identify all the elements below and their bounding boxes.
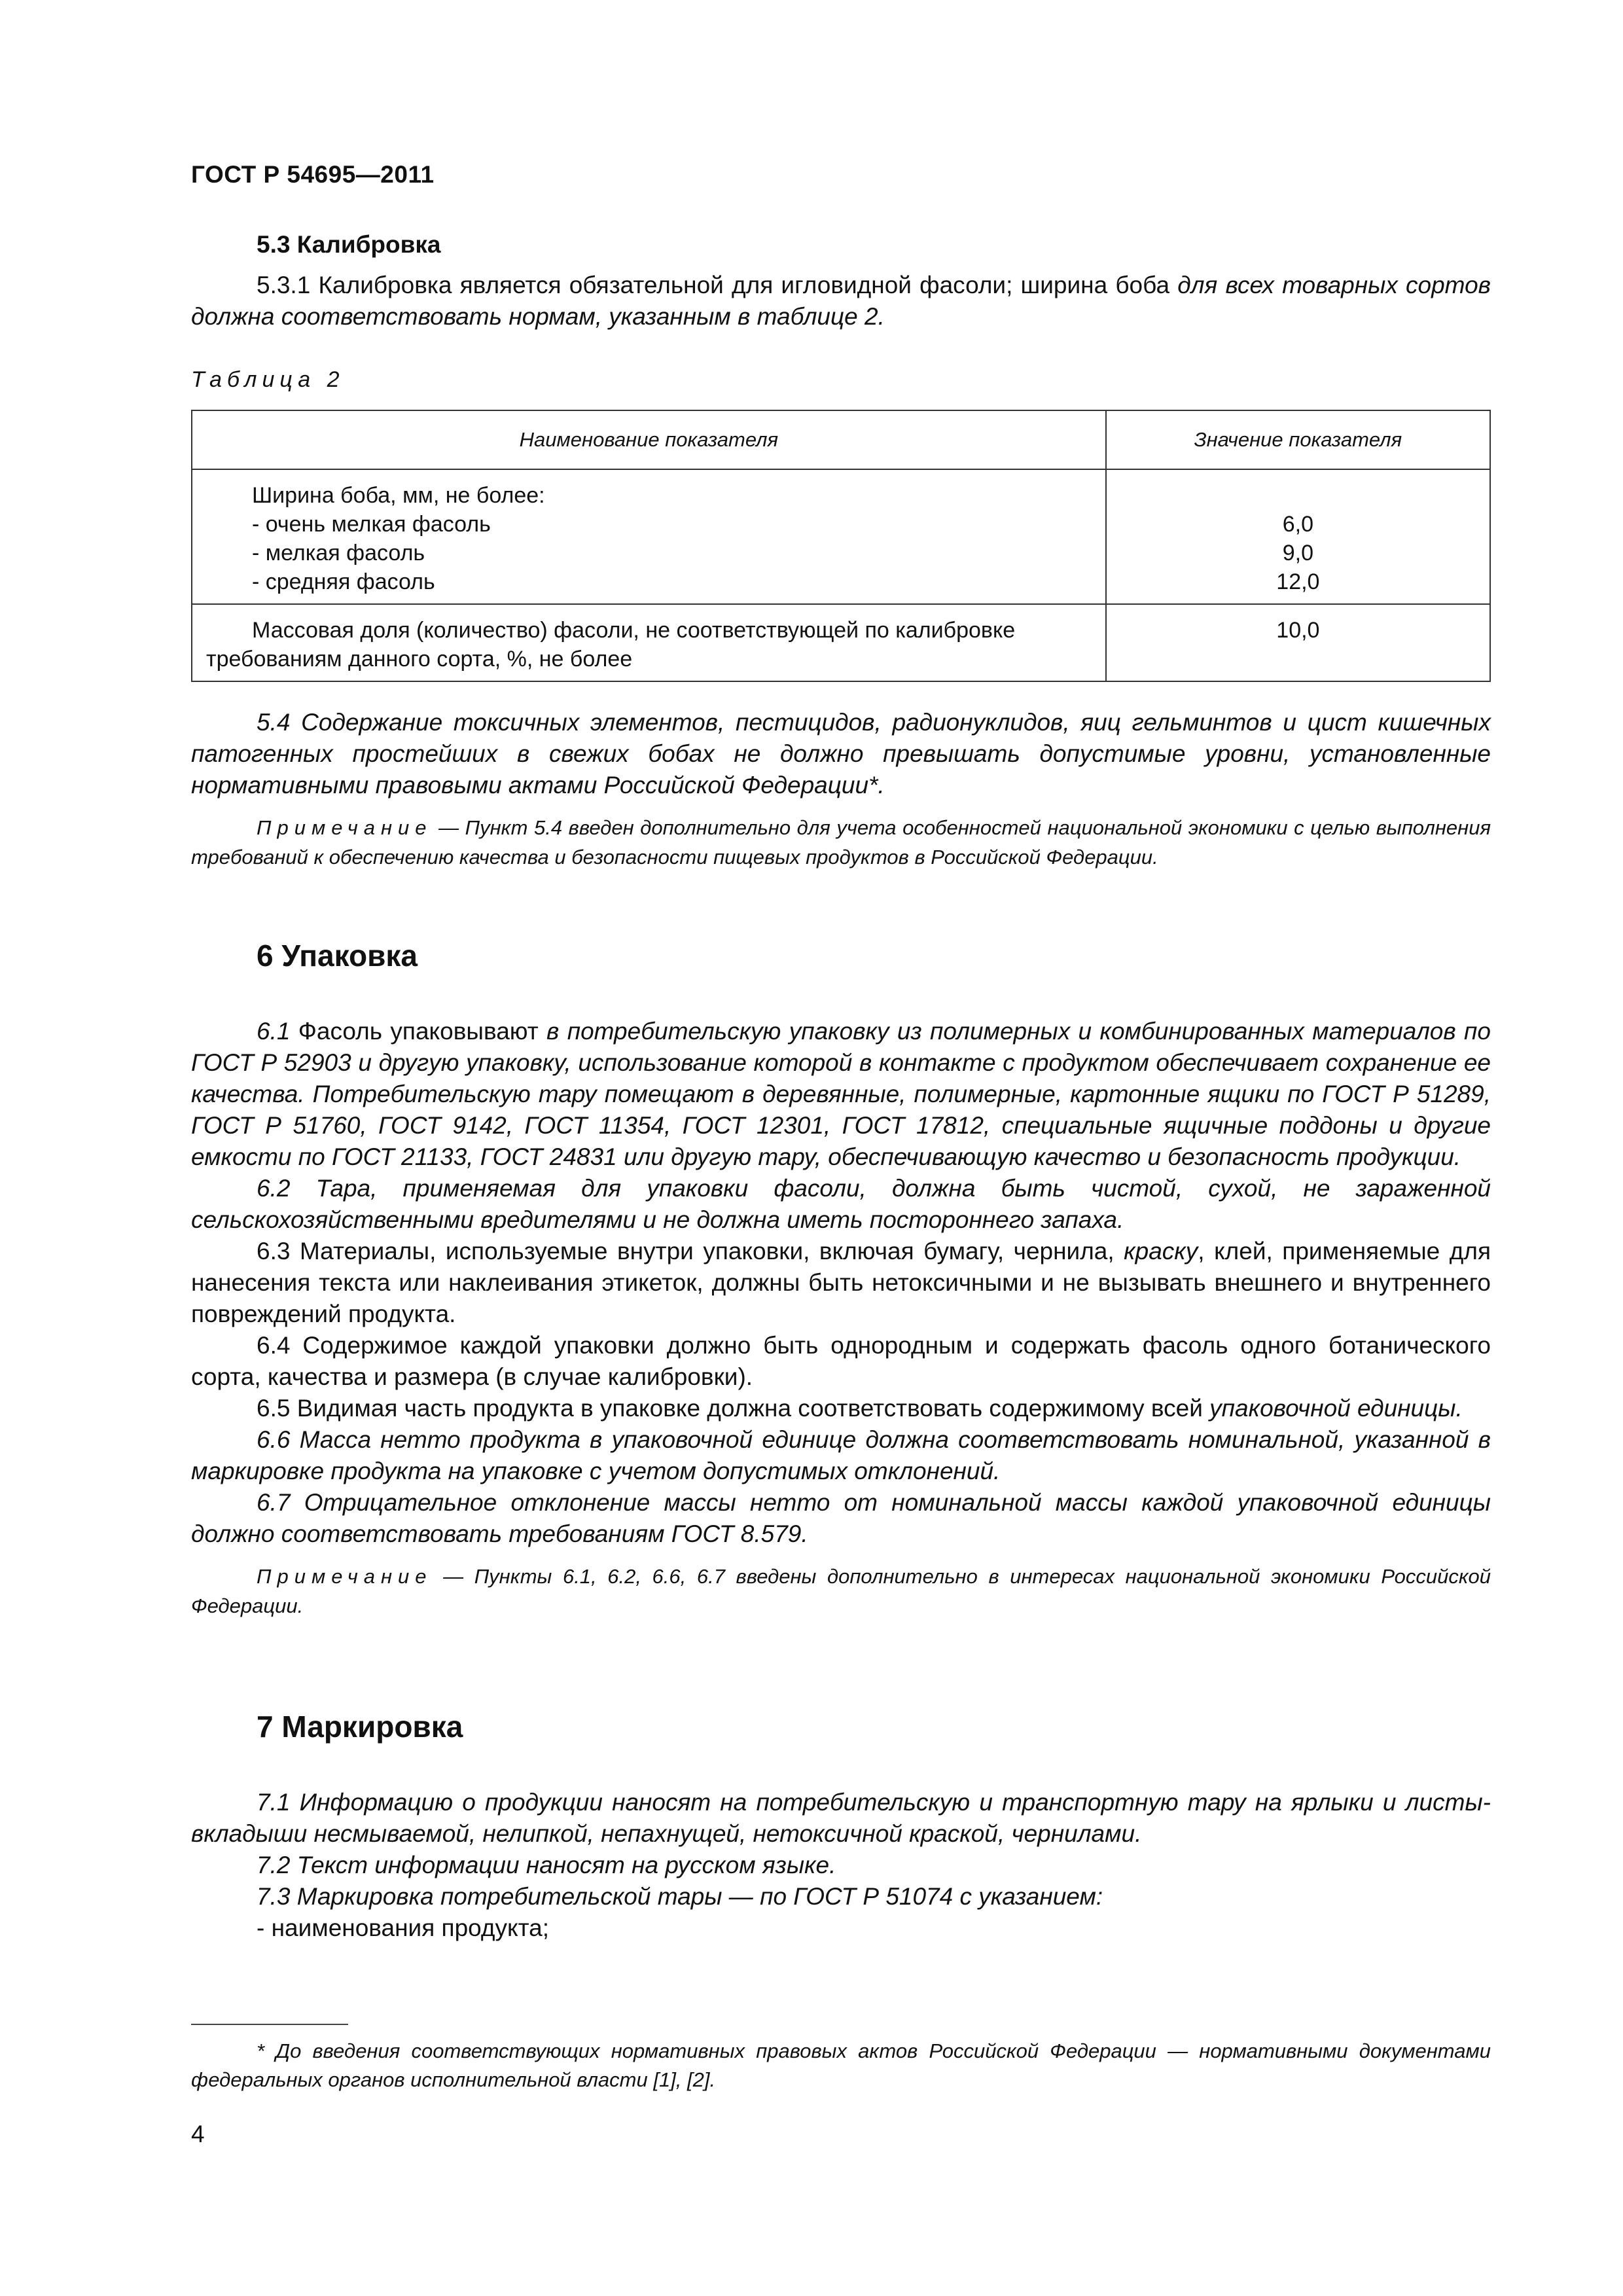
table-header-cell: Значение показателя <box>1106 410 1490 469</box>
paragraph-italic-text: в потребительскую упаковку из полимерных и комбинированных материалов по ГОСТ Р 52903 и другую упаковку, использование которой в контакте с продуктом обеспечивает сохранение ее качества. Потребительскую тару помещают в деревянные, полимерные, картонные ящики по ГОСТ Р 51289, ГОСТ Р 51760, ГОСТ 9142, ГОСТ 11354, ГОСТ 12301, ГОСТ 17812, специальные ящичные поддоны и другие емкости по ГОСТ 21133, ГОСТ 24831 или другую тару, обеспечивающую качество и безопасность продукции. <box>191 1018 1491 1170</box>
paragraph-italic-text: упаковочной единицы. <box>1209 1395 1463 1422</box>
table-cell <box>1106 604 1490 681</box>
note-label: Примечание <box>257 1565 433 1588</box>
paragraph-5-4: 5.4 Содержание токсичных элементов, пестицидов, радионуклидов, яиц гельминтов и цист кишечных патогенных простейших в свежих бобах не должно превышать допустимые уровни, установленные нормативными правовыми актами Российской Федерации*. <box>191 709 1491 798</box>
section-7 <box>191 1707 1491 1944</box>
note-label: Примечание <box>257 816 433 839</box>
document-header: ГОСТ Р 54695—2011 <box>191 161 435 188</box>
paragraph-6-2: 6.2 Тара, применяемая для упаковки фасоли, должна быть чистой, сухой, не зараженной сельскохозяйственными вредителями и не должна иметь постороннего запаха. <box>191 1175 1491 1233</box>
subsection-title: 5.3 Калибровка <box>257 231 441 258</box>
paragraph-5-3-1 <box>191 270 1491 332</box>
note-5-4 <box>191 813 1491 872</box>
note-text: — Пункт 5.4 введен дополнительно для учета особенностей национальной экономики с целью выполнения требований к обеспечению качества и безопасности пищевых продуктов в Российской Федерации. <box>191 816 1491 869</box>
cell-value: 12,0 <box>1276 569 1320 594</box>
cell-text: Массовая доля (количество) фасоли, не соответствующей по калибровке требованиям данного сорта, %, не более <box>206 618 1016 672</box>
cell-value: 6,0 <box>1282 512 1313 537</box>
table-cell <box>192 604 1106 681</box>
paragraph-6-1 <box>191 1016 1491 1173</box>
paragraph-6-4: 6.4 Содержимое каждой упаковки должно быть однородным и содержать фасоль одного ботанического сорта, качества и размера (в случае калибровки). <box>191 1332 1491 1390</box>
paragraph-6-5 <box>191 1393 1491 1424</box>
footnote-divider <box>191 2024 348 2025</box>
cell-line: - мелкая фасоль <box>252 541 425 565</box>
table-header-cell: Наименование показателя <box>192 410 1106 469</box>
note-6 <box>191 1562 1491 1621</box>
paragraph-number: 6.1 <box>257 1018 291 1045</box>
table-row <box>192 604 1490 681</box>
paragraph-list-item: - наименования продукта; <box>257 1914 549 1941</box>
table-row <box>192 469 1490 604</box>
paragraph-text: 6.3 Материалы, используемые внутри упаковки, включая бумагу, чернила, <box>257 1238 1124 1265</box>
paragraph-italic-text: для всех товарных сортов должна соответствовать нормам, указанным в таблице 2. <box>191 272 1491 330</box>
paragraph-7-1: 7.1 Информацию о продукции наносят на потребительскую и транспортную тару на ярлыки и листы-вкладыши несмываемой, нелипкой, непахнущей, нетоксичной краской, чернилами. <box>191 1789 1491 1847</box>
paragraph-text: Фасоль упаковывают <box>290 1018 547 1045</box>
paragraph-6-6: 6.6 Масса нетто продукта в упаковочной единице должна соответствовать номинальной, указанной в маркировке продукта на упаковке с учетом допустимых отклонений. <box>191 1426 1491 1484</box>
paragraph-text: , клей, применяемые для нанесения текста или наклеивания этикеток, должны быть нетоксичными и не вызывать внешнего и внутреннего повреждений продукта. <box>191 1238 1491 1327</box>
cell-line: - средняя фасоль <box>252 569 435 594</box>
cell-value: 9,0 <box>1282 541 1313 565</box>
page-number: 4 <box>191 2121 205 2147</box>
section-title: 7 Маркировка <box>257 1710 463 1744</box>
paragraph-6-3 <box>191 1236 1491 1330</box>
paragraph-text: 5.3.1 Калибровка является обязательной для игловидной фасоли; ширина боба <box>257 272 1178 298</box>
section-title: 6 Упаковка <box>257 939 418 973</box>
cell-value: 10,0 <box>1276 618 1320 643</box>
section-5-4 <box>191 707 1491 872</box>
table-header-row <box>192 410 1490 469</box>
paragraph-6-7: 6.7 Отрицательное отклонение массы нетто от номинальной массы каждой упаковочной единицы должно соответствовать требованиям ГОСТ 8.579. <box>191 1489 1491 1547</box>
calibration-table <box>191 410 1491 682</box>
cell-line: - очень мелкая фасоль <box>252 512 491 537</box>
footnote: * До введения соответствующих нормативных правовых актов Российской Федерации — нормативными документами федеральных органов исполнительной власти [1], [2]. <box>191 2039 1491 2091</box>
section-6 <box>191 936 1491 1621</box>
paragraph-text: 6.5 Видимая часть продукта в упаковке должна соответствовать содержимому всей <box>257 1395 1210 1422</box>
table-cell <box>192 469 1106 604</box>
cell-line: Ширина боба, мм, не более: <box>252 483 545 508</box>
paragraph-7-3: 7.3 Маркировка потребительской тары — по ГОСТ Р 51074 с указанием: <box>257 1883 1103 1910</box>
paragraph-7-2: 7.2 Текст информации наносят на русском языке. <box>257 1852 836 1878</box>
table-caption: Таблица 2 <box>191 367 345 392</box>
paragraph-italic-text: краску <box>1124 1238 1198 1265</box>
section-5-3 <box>191 229 1491 332</box>
table-2-block <box>191 364 1491 682</box>
note-text: — Пункты 6.1, 6.2, 6.6, 6.7 введены дополнительно в интересах национальной экономики Российской Федерации. <box>191 1565 1491 1617</box>
table-cell <box>1106 469 1490 604</box>
